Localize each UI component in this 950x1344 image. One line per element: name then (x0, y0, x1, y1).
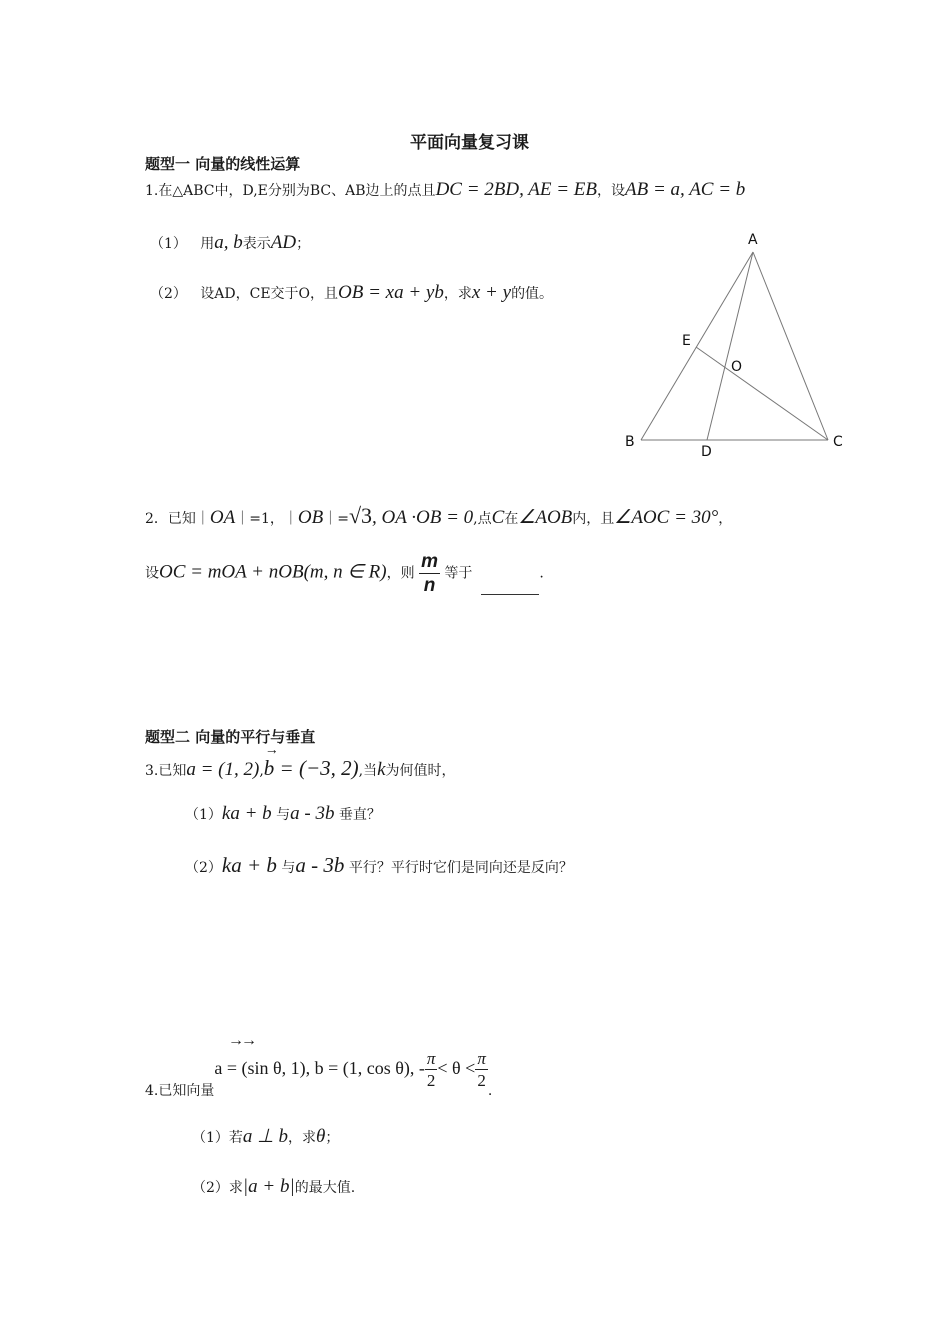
q2-OB: OB (297, 507, 324, 528)
q2-end: . (539, 565, 544, 582)
page-title: 平面向量复习课 (410, 133, 529, 153)
label-c: C (833, 434, 843, 450)
side-ac (753, 252, 828, 440)
q3-p1-number: （1） (185, 807, 222, 823)
q1-p2-end: 的值。 (511, 286, 554, 302)
section-heading-1: 题型一 向量的线性运算 (145, 155, 301, 173)
q1-p1-number: （1） (150, 236, 187, 252)
q2-angle-aob: ∠AOB (518, 507, 573, 528)
side-ab (641, 252, 753, 440)
q4-part-1 (192, 1125, 339, 1148)
q4-expr: a = (sin θ, 1), b = (1, cos θ), - (214, 1058, 425, 1078)
q2-oc-expr: OC = mOA + nOB(m, n ∈ R) (159, 561, 387, 583)
q4-frac-left-two: 2 (426, 1071, 436, 1090)
q1-p2-xy: x + y (471, 282, 512, 303)
q4-part-2 (192, 1176, 355, 1198)
q2-then: ，则 (386, 565, 415, 582)
q3-p2-with: 与 (281, 860, 296, 876)
q2-OA: OA (209, 507, 236, 528)
q2-frac-den: n (423, 575, 436, 596)
q1-p1-ab: a, b (214, 232, 243, 253)
q1-p2-number: （2） (150, 286, 187, 302)
q3-part-2 (185, 853, 573, 878)
q2-C: C (491, 507, 505, 528)
q4-lead: 4.已知向量 (145, 1083, 215, 1099)
q3-comma: , (259, 763, 264, 779)
q4-p2-end: 的最大值. (294, 1180, 356, 1196)
q1-sep: ，设 (597, 183, 626, 199)
question-2 (145, 503, 732, 529)
q3-p1-expr: ka + b (221, 803, 272, 824)
triangle-figure (615, 225, 855, 465)
q4-p1-expr: a ⊥ b (242, 1126, 288, 1147)
q3-what: 为何值时， (385, 763, 456, 779)
q4-frac-right-pi: π (477, 1049, 486, 1068)
label-b: B (625, 434, 635, 450)
label-o: O (731, 359, 743, 375)
q4-frac-right-two: 2 (477, 1071, 486, 1090)
q1-p1-pre: 用 (200, 236, 215, 252)
question-2-line-2 (145, 552, 544, 595)
q4-vector-arrows: →→ (228, 1032, 254, 1049)
q2-point: ,点 (473, 511, 492, 527)
q2-set: 设 (145, 565, 159, 582)
q3-p2-end: 平行？平行时它们是同向还是反向？ (348, 860, 573, 876)
question-4 (145, 1050, 492, 1100)
q1-p2-expr: OB = xa + yb (338, 282, 444, 303)
q2-eq1: ｜=1，｜ (235, 511, 298, 527)
q2-eq2: ｜= (323, 511, 349, 527)
q2-equals: 等于 (444, 565, 473, 582)
q4-p1-mid: ，求 (287, 1130, 316, 1146)
q4-frac-left-pi: π (426, 1049, 436, 1068)
q2-lead: 2．已知｜ (145, 511, 210, 527)
q4-frac-right (475, 1050, 488, 1089)
segment-ad (707, 252, 753, 440)
q3-p1-with: 与 (276, 807, 291, 823)
q2-sqrt3: √3 (348, 503, 373, 528)
label-e: E (682, 333, 691, 349)
q2-comma: ， (718, 511, 733, 527)
q1-p2-pre: 设AD，CE交于O，且 (200, 286, 339, 302)
q1-p1-end: ； (296, 236, 311, 252)
q2-in: 在 (504, 511, 519, 527)
q3-p1-end: 垂直？ (338, 807, 381, 823)
q4-p2-number: （2）求 (192, 1180, 243, 1196)
q1-p1-AD: AD (270, 232, 297, 253)
q4-end: . (487, 1083, 493, 1099)
q2-dot-product: , OA ·OB = 0 (372, 507, 474, 528)
q3-p1-expr2: a - 3b (290, 803, 335, 824)
q1-setting: AB = a, AC = b (625, 179, 746, 200)
q4-inequality: < θ < (437, 1058, 476, 1078)
q3-part-1 (185, 803, 381, 825)
q2-fraction (419, 552, 440, 595)
section-heading-2: 题型二 向量的平行与垂直 (145, 728, 316, 746)
segment-ce (696, 347, 828, 440)
q4-p1-number: （1）若 (192, 1130, 243, 1146)
q4-frac-left (425, 1050, 438, 1089)
q1-part-1 (150, 232, 310, 254)
q1-condition: DC = 2BD, AE = EB (435, 179, 598, 200)
q3-p2-number: （2） (185, 860, 222, 876)
q4-p1-end: ； (325, 1130, 340, 1146)
label-d: D (701, 444, 712, 460)
q2-answer-blank[interactable] (481, 580, 539, 595)
q3-lead: 3.已知 (145, 763, 187, 779)
q2-frac-num: m (421, 551, 438, 572)
q4-p2-expr: |a + b| (242, 1176, 295, 1197)
q2-angle-aoc: ∠AOC = 30° (614, 507, 719, 528)
q1-p2-mid: ，求 (443, 286, 472, 302)
q3-k: k (377, 759, 386, 780)
q1-p1-mid: 表示 (242, 236, 271, 252)
q3-vector-a: a = (1, 2) (186, 759, 260, 780)
q1-part-2 (150, 282, 553, 304)
q3-p2-expr2: a - 3b (295, 853, 345, 877)
q4-p1-theta: θ (315, 1126, 326, 1147)
q3-when: ,当 (358, 763, 378, 779)
label-a: A (748, 232, 758, 248)
q3-p2-expr: ka + b (221, 853, 277, 877)
q1-lead: 1.在△ABC中，D,E分别为BC、AB边上的点且 (145, 183, 436, 199)
q2-inside: 内，且 (572, 511, 615, 527)
question-1 (145, 179, 745, 201)
q3-vector-b: → b = (−3, 2) (264, 756, 359, 781)
question-3 (145, 756, 456, 781)
